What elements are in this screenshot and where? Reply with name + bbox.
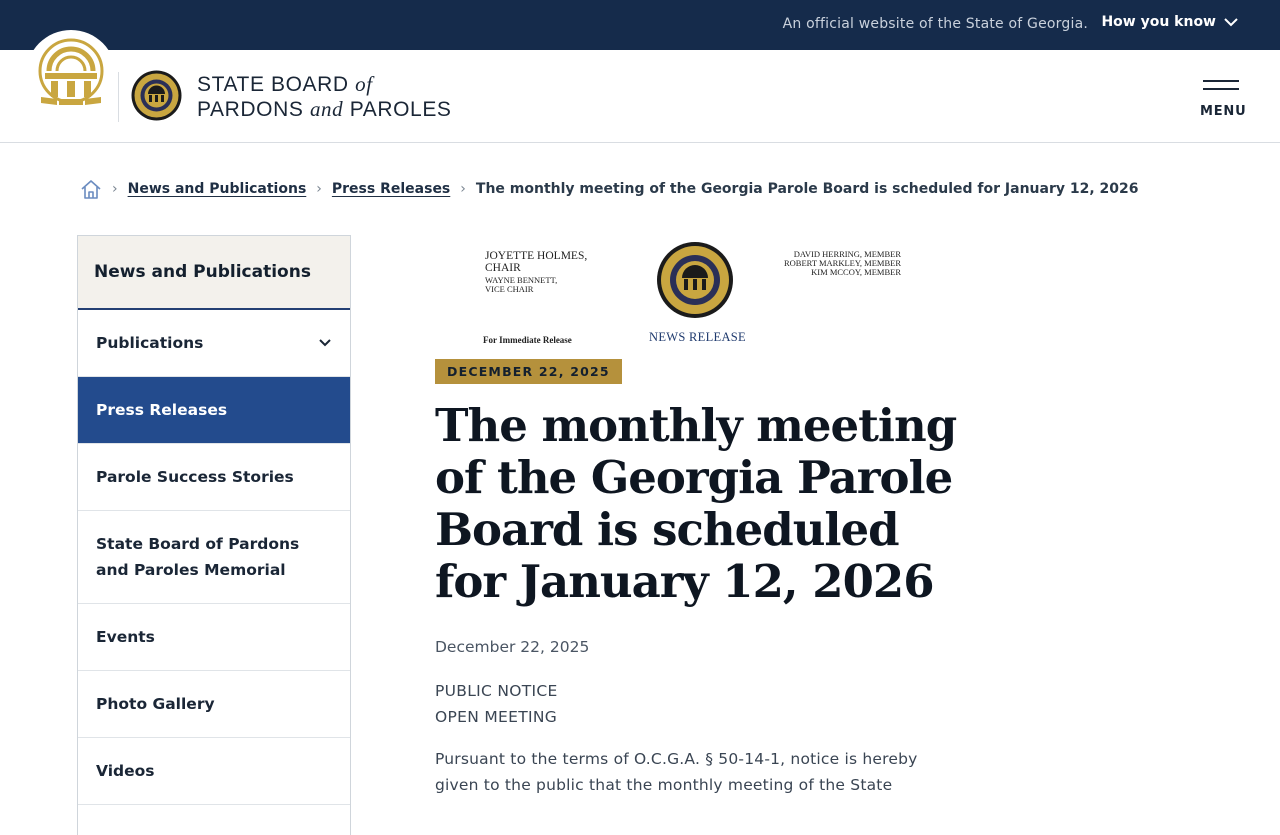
article-main (435, 235, 965, 798)
official-banner (0, 0, 1280, 50)
section-sidebar (77, 235, 351, 835)
official-site-text: An official website of the State of Georgia. (782, 16, 1088, 32)
home-icon (80, 178, 102, 200)
agency-name-pardons: PARDONS (197, 98, 304, 121)
breadcrumb-press-releases[interactable]: Press Releases (331, 181, 451, 197)
hamburger-icon-bar (1203, 88, 1239, 90)
chevron-down-icon[interactable] (318, 338, 332, 348)
header-divider (118, 72, 119, 122)
letterhead-vice-chair: WAYNE BENNETT, VICE CHAIR (485, 275, 558, 294)
letterhead-chair: JOYETTE HOLMES, CHAIR (485, 250, 588, 274)
letterhead-news-release: NEWS RELEASE (649, 330, 746, 344)
agency-name-and: and (309, 97, 344, 121)
menu-button[interactable] (1200, 80, 1247, 120)
sidebar-item-label: Publications (96, 334, 204, 352)
how-you-know-label: How you know (1101, 14, 1216, 30)
breadcrumb (80, 178, 1139, 200)
sidebar-item-parole-success-stories[interactable] (78, 444, 350, 511)
sidebar-item-label: Photo Gallery (96, 695, 215, 713)
menu-label: MENU (1200, 104, 1247, 119)
page-title: The monthly meeting of the Georgia Parole Board is scheduled for January 12, 2026 (435, 399, 957, 608)
article-paragraph: Pursuant to the terms of O.C.G.A. § 50-14-1, notice is hereby given to the public that the monthly meeting of the State (435, 750, 918, 794)
news-release-letterhead (435, 235, 965, 347)
notice-line-open: OPEN MEETING (435, 708, 558, 726)
chevron-right-icon: › (460, 181, 466, 197)
chevron-right-icon: › (112, 181, 118, 197)
sidebar-item-label: State Board of Pardons and Paroles Memorial (96, 535, 300, 579)
chevron-down-icon (1224, 17, 1238, 27)
agency-name-paroles: PAROLES (349, 98, 452, 121)
article-date: December 22, 2025 (435, 638, 590, 656)
agency-name-line1: STATE BOARD (197, 73, 349, 96)
sidebar-item-press-releases[interactable] (78, 377, 350, 444)
sidebar-item-label: Videos (96, 762, 155, 780)
notice-line-public: PUBLIC NOTICE (435, 682, 558, 700)
article-notice (435, 678, 965, 730)
agency-name-of: of (355, 72, 373, 96)
hamburger-icon (1203, 80, 1239, 82)
sidebar-heading[interactable]: News and Publications (78, 236, 350, 310)
sidebar-item-label: Parole Success Stories (96, 468, 294, 486)
sidebar-item-photo-gallery[interactable] (78, 671, 350, 738)
agency-name[interactable] (197, 72, 452, 122)
sidebar-item-memorial[interactable] (78, 511, 350, 604)
letterhead-members: DAVID HERRING, MEMBER ROBERT MARKLEY, MEMBER KIM MCCOY, MEMBER (783, 249, 901, 277)
chevron-right-icon: › (316, 181, 322, 197)
sidebar-item-publications[interactable] (78, 310, 350, 377)
sidebar-item-events[interactable] (78, 604, 350, 671)
letterhead-chairs (485, 250, 587, 294)
breadcrumb-home[interactable] (80, 178, 102, 200)
sidebar-item-label: Events (96, 628, 155, 646)
breadcrumb-news-and-publications[interactable]: News and Publications (127, 181, 307, 197)
breadcrumb-current: The monthly meeting of the Georgia Parole Board is scheduled for January 12, 2026 (475, 181, 1139, 197)
sidebar-item-label: Press Releases (96, 401, 228, 419)
date-badge: DECEMBER 22, 2025 (435, 359, 622, 384)
georgia-logo[interactable] (26, 30, 116, 120)
site-header (0, 50, 1280, 143)
how-you-know-button[interactable] (1101, 14, 1238, 30)
sidebar-item-videos[interactable] (78, 738, 350, 805)
letterhead-immediate-release: For Immediate Release (483, 335, 572, 345)
board-seal-icon (656, 241, 734, 319)
board-seal-icon[interactable] (131, 70, 182, 121)
georgia-arch-icon (37, 37, 105, 113)
